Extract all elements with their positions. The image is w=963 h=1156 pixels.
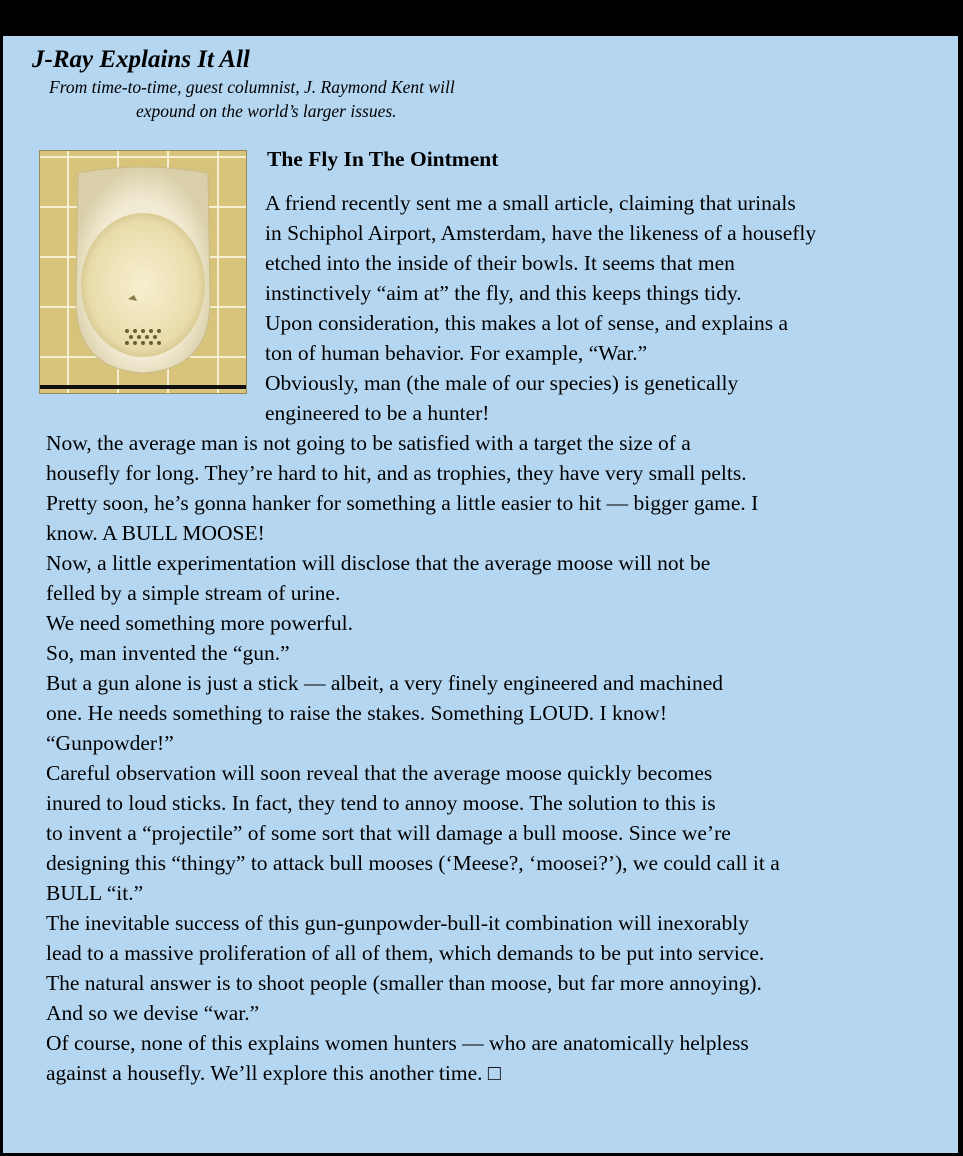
article-line: to invent a “projectile” of some sort that will damage a bull moose. Since we’re bbox=[46, 821, 731, 845]
article-line: lead to a massive proliferation of all of them, which demands to be put into service. bbox=[46, 941, 765, 965]
article-line: Now, a little experimentation will disclose that the average moose will not be bbox=[46, 551, 711, 575]
article-line: inured to loud sticks. In fact, they tend to annoy moose. The solution to this is bbox=[46, 791, 716, 815]
article-line: etched into the inside of their bowls. It seems that men bbox=[265, 251, 735, 275]
article-line: A friend recently sent me a small article, claiming that urinals bbox=[265, 191, 796, 215]
article-line: designing this “thingy” to attack bull mooses (‘Meese?, ‘moosei?’), we could call it a bbox=[46, 851, 780, 875]
article-line: Of course, none of this explains women hunters — who are anatomically helpless bbox=[46, 1031, 749, 1055]
column-subtitle-line1: From time-to-time, guest columnist, J. Raymond Kent will bbox=[49, 77, 455, 97]
article-line: The inevitable success of this gun-gunpowder-bull-it combination will inexorably bbox=[46, 911, 749, 935]
article-line: The natural answer is to shoot people (smaller than moose, but far more annoying). bbox=[46, 971, 762, 995]
article-line: Careful observation will soon reveal that the average moose quickly becomes bbox=[46, 761, 713, 785]
column-panel bbox=[2, 35, 959, 1154]
article-line: ton of human behavior. For example, “War.” bbox=[265, 341, 648, 365]
column-title: J-Ray Explains It All bbox=[32, 46, 250, 73]
article-line: instinctively “aim at” the fly, and this keeps things tidy. bbox=[265, 281, 742, 305]
column-subtitle-line2: expound on the world’s larger issues. bbox=[136, 101, 397, 121]
article-line: in Schiphol Airport, Amsterdam, have the likeness of a housefly bbox=[265, 221, 817, 245]
article-line: “Gunpowder!” bbox=[46, 731, 174, 755]
article-headline: The Fly In The Ointment bbox=[267, 147, 499, 171]
article-line: engineered to be a hunter! bbox=[265, 401, 490, 425]
urinal-photo bbox=[39, 150, 247, 394]
top-black-bar bbox=[0, 0, 963, 34]
article-line: And so we devise “war.” bbox=[46, 1001, 260, 1025]
article-line: Now, the average man is not going to be satisfied with a target the size of a bbox=[46, 431, 691, 455]
article-line: one. He needs something to raise the stakes. Something LOUD. I know! bbox=[46, 701, 667, 725]
article-line: But a gun alone is just a stick — albeit, a very finely engineered and machined bbox=[46, 671, 724, 695]
article-line: Pretty soon, he’s gonna hanker for something a little easier to hit — bigger game. I bbox=[46, 491, 759, 515]
article-line: felled by a simple stream of urine. bbox=[46, 581, 341, 605]
article-line: So, man invented the “gun.” bbox=[46, 641, 290, 665]
article-line: Obviously, man (the male of our species) is genetically bbox=[265, 371, 739, 395]
urinal-image bbox=[40, 151, 246, 393]
article-line: know. A BULL MOOSE! bbox=[46, 521, 265, 545]
article-line: Upon consideration, this makes a lot of sense, and explains a bbox=[265, 311, 789, 335]
article-line: against a housefly. We’ll explore this another time. □ bbox=[46, 1061, 501, 1085]
article-line: housefly for long. They’re hard to hit, and as trophies, they have very small pelts. bbox=[46, 461, 747, 485]
article-line: We need something more powerful. bbox=[46, 611, 353, 635]
article-line: BULL “it.” bbox=[46, 881, 144, 905]
